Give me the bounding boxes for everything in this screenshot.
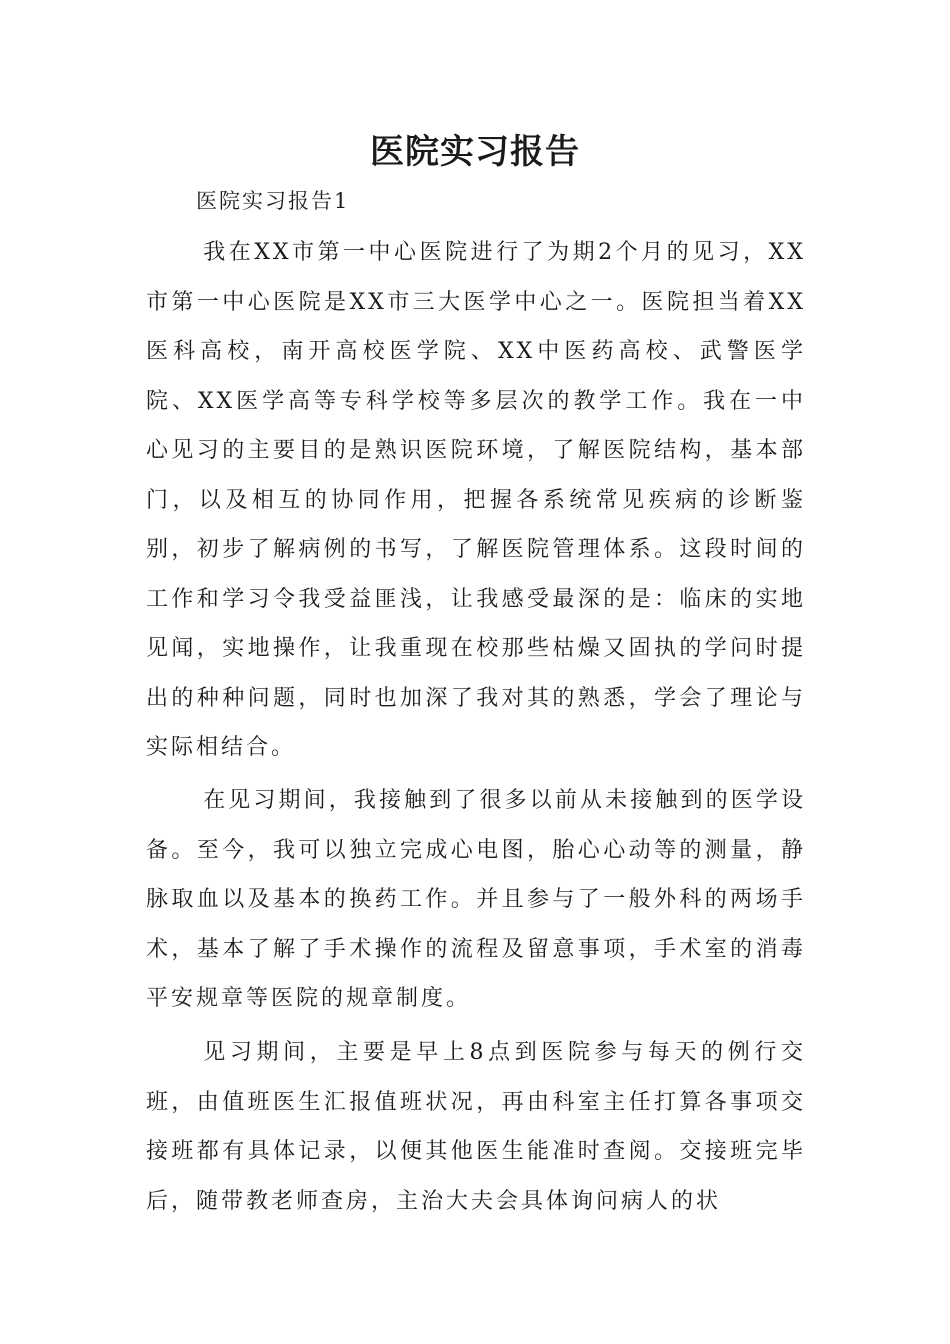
body-paragraph: 我在XX市第一中心医院进行了为期2个月的见习，XX市第一中心医院是XX市三大医学中心之一。医院担当着XX医科高校，南开高校医学院、XX中医药高校、武警医学院、XX医学高等专科学校等多层次的教学工作。我在一中心见习的主要目的是熟识医院环境，了解医院结构，基本部门，以及相互的协同作用，把握各系统常见疾病的诊断鉴别，初步了解病例的书写，了解医院管理体系。这段时间的工作和学习令我受益匪浅，让我感受最深的是：临床的实地见闻，实地操作，让我重现在校那些枯燥又固执的学问时提出的种种问题，同时也加深了我对其的熟悉，学会了理论与实际相结合。	[146, 240, 806, 760]
body-paragraph: 见习期间，主要是早上8点到医院参与每天的例行交班，由值班医生汇报值班状况，再由科室主任打算各事项交接班都有具体记录，以便其他医生能准时查阅。交接班完毕后，随带教老师查房，主治大夫会具体询问病人的状	[146, 1040, 806, 1214]
document-subtitle: 医院实习报告1	[196, 189, 350, 213]
body-paragraph: 在见习期间，我接触到了很多以前从未接触到的医学设备。至今，我可以独立完成心电图，胎心心动等的测量，静脉取血以及基本的换药工作。并且参与了一般外科的两场手术，基本了解了手术操作的流程及留意事项，手术室的消毒平安规章等医院的规章制度。	[146, 788, 806, 1011]
document-title: 医院实习报告	[370, 132, 580, 172]
